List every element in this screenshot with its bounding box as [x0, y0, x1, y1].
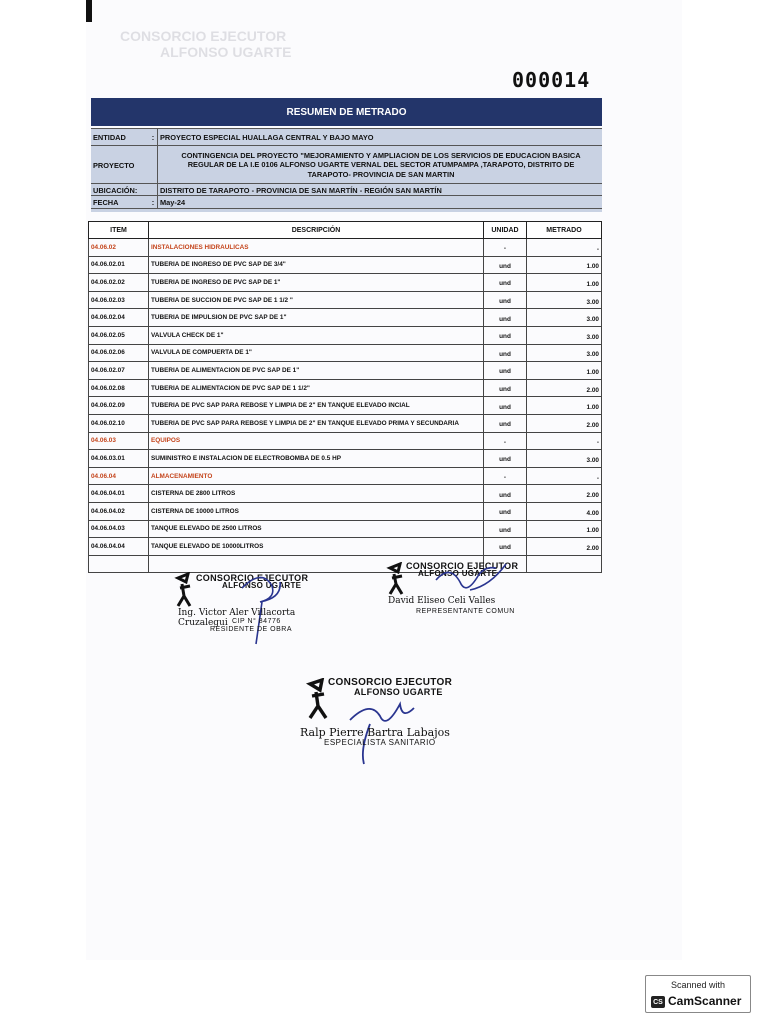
- table-row: [89, 326, 602, 344]
- fecha-label: FECHA: [93, 197, 119, 207]
- row-description: CISTERNA DE 10000 LITROS: [149, 502, 484, 520]
- left-signer-name: Ing. Victor Aler Villacorta Cruzalegui: [178, 608, 296, 628]
- entidad-value: PROYECTO ESPECIAL HUALLAGA CENTRAL Y BAJO MAYO: [157, 129, 602, 146]
- ghost-line-1: CONSORCIO EJECUTOR: [120, 28, 287, 44]
- signature-block-left: [172, 568, 342, 648]
- row-description: VALVULA CHECK DE 1": [149, 326, 484, 344]
- table-row: [89, 344, 602, 362]
- row-unit: und: [484, 485, 527, 503]
- stamp-figure-icon: [172, 572, 198, 612]
- row-quantity: 4.00: [527, 502, 602, 520]
- row-item: 04.06.02.04: [89, 309, 149, 327]
- left-signer-role: RESIDENTE DE OBRA: [210, 626, 293, 633]
- left-signature-scribble-icon: [232, 568, 292, 646]
- row-unit: und: [484, 274, 527, 292]
- document-title: RESUMEN DE METRADO: [91, 98, 602, 126]
- row-quantity: 1.00: [527, 362, 602, 380]
- header-metrado: METRADO: [527, 222, 602, 239]
- table-row: [89, 397, 602, 415]
- row-item: 04.06.02: [89, 239, 149, 257]
- row-quantity: 3.00: [527, 291, 602, 309]
- proyecto-line-1: CONTINGENCIA DEL PROYECTO "MEJORAMIENTO Y AMPLIACION DE LOS SERVICIOS DE EDUCACION BASICA: [181, 151, 581, 161]
- table-row: [89, 538, 602, 556]
- row-item: 04.06.04.03: [89, 520, 149, 538]
- row-unit: -: [484, 432, 527, 450]
- camscanner-brand: CamScanner: [668, 994, 742, 1008]
- row-quantity: -: [527, 467, 602, 485]
- row-quantity: 2.00: [527, 485, 602, 503]
- signature-block-right: [384, 560, 554, 630]
- camscanner-logo-icon: CS: [651, 996, 665, 1008]
- row-unit: und: [484, 538, 527, 556]
- center-org-line1: CONSORCIO EJECUTOR: [328, 677, 453, 688]
- row-quantity: -: [527, 239, 602, 257]
- row-description: ALMACENAMIENTO: [149, 467, 484, 485]
- table-row: [89, 309, 602, 327]
- proyecto-label: PROYECTO: [93, 160, 135, 170]
- row-description: TUBERIA DE PVC SAP PARA REBOSE Y LIMPIA DE 2" EN TANQUE ELEVADO PRIMA Y SECUNDARIA: [149, 414, 484, 432]
- row-quantity: 1.00: [527, 520, 602, 538]
- row-unit: und: [484, 309, 527, 327]
- ubicacion-label: UBICACIÓN:: [93, 185, 138, 195]
- right-signature-scribble-icon: [430, 560, 510, 600]
- entidad-label: ENTIDAD: [93, 133, 126, 142]
- info-row-fecha: [91, 195, 602, 209]
- row-item: 04.06.04.04: [89, 538, 149, 556]
- row-unit: und: [484, 520, 527, 538]
- row-item: 04.06.03.01: [89, 450, 149, 468]
- sheet-corner-shadow: [86, 0, 92, 22]
- ghost-line-2: ALFONSO UGARTE: [160, 44, 292, 60]
- row-description: SUMINISTRO E INSTALACION DE ELECTROBOMBA DE 0.5 HP: [149, 450, 484, 468]
- table-row: [89, 502, 602, 520]
- row-item: 04.06.04: [89, 467, 149, 485]
- row-quantity: 1.00: [527, 397, 602, 415]
- row-unit: und: [484, 502, 527, 520]
- row-description: TUBERIA DE ALIMENTACION DE PVC SAP DE 1 1/2": [149, 379, 484, 397]
- row-quantity: 3.00: [527, 344, 602, 362]
- row-item: 04.06.02.09: [89, 397, 149, 415]
- table-row: [89, 520, 602, 538]
- ubicacion-value: DISTRITO DE TARAPOTO - PROVINCIA DE SAN MARTÍN - REGIÓN SAN MARTÍN: [157, 184, 602, 196]
- row-description: CISTERNA DE 2800 LITROS: [149, 485, 484, 503]
- table-section-row: [89, 239, 602, 257]
- row-quantity: -: [527, 432, 602, 450]
- entidad-sep: :: [151, 133, 155, 142]
- row-description: TUBERIA DE INGRESO DE PVC SAP DE 3/4": [149, 256, 484, 274]
- right-org-line2: ALFONSO UGARTE: [418, 569, 498, 578]
- row-item: 04.06.02.03: [89, 291, 149, 309]
- row-quantity: 2.00: [527, 379, 602, 397]
- table-row: [89, 362, 602, 380]
- table-header-row: [89, 222, 602, 239]
- row-unit: und: [484, 362, 527, 380]
- row-quantity: 3.00: [527, 450, 602, 468]
- table-section-row: [89, 467, 602, 485]
- center-signer-role: ESPECIALISTA SANITARIO: [324, 738, 436, 747]
- row-unit: und: [484, 414, 527, 432]
- row-description: EQUIPOS: [149, 432, 484, 450]
- row-unit: und: [484, 291, 527, 309]
- row-description: INSTALACIONES HIDRAULICAS: [149, 239, 484, 257]
- right-org-line1: CONSORCIO EJECUTOR: [406, 561, 519, 571]
- signature-block-center: [300, 676, 480, 766]
- row-unit: -: [484, 467, 527, 485]
- left-org-line2: ALFONSO UGARTE: [222, 581, 302, 590]
- row-quantity: 1.00: [527, 256, 602, 274]
- camscanner-watermark: [645, 975, 751, 1013]
- row-item: 04.06.04.01: [89, 485, 149, 503]
- row-unit: und: [484, 379, 527, 397]
- row-item: 04.06.02.05: [89, 326, 149, 344]
- row-quantity: 2.00: [527, 414, 602, 432]
- row-item: 04.06.02.06: [89, 344, 149, 362]
- fecha-sep: :: [151, 197, 155, 207]
- right-signer-role: REPRESENTANTE COMUN: [416, 608, 515, 615]
- table-row: [89, 274, 602, 292]
- row-unit: und: [484, 450, 527, 468]
- table-body: [89, 239, 602, 573]
- row-description: TUBERIA DE INGRESO DE PVC SAP DE 1": [149, 274, 484, 292]
- left-org-line1: CONSORCIO EJECUTOR: [196, 573, 309, 583]
- table-row: [89, 379, 602, 397]
- proyecto-line-2: REGULAR DE LA I.E 0106 ALFONSO UGARTE VERNAL DEL SECTOR ATUMPAMPA ,TARAPOTO, DISTRITO DE: [187, 160, 575, 170]
- row-description: TANQUE ELEVADO DE 10000LITROS: [149, 538, 484, 556]
- row-description: TUBERIA DE PVC SAP PARA REBOSE Y LIMPIA DE 2" EN TANQUE ELEVADO INCIAL: [149, 397, 484, 415]
- center-org-line2: ALFONSO UGARTE: [354, 687, 443, 697]
- table-row: [89, 450, 602, 468]
- row-unit: -: [484, 239, 527, 257]
- header-unidad: UNIDAD: [484, 222, 527, 239]
- metrado-table: [88, 221, 602, 573]
- row-description: VALVULA DE COMPUERTA DE 1": [149, 344, 484, 362]
- table-row: [89, 291, 602, 309]
- row-item: 04.06.02.10: [89, 414, 149, 432]
- table-section-row: [89, 432, 602, 450]
- row-description: TUBERIA DE ALIMENTACION DE PVC SAP DE 1": [149, 362, 484, 380]
- row-quantity: 3.00: [527, 309, 602, 327]
- info-row-entidad: [91, 128, 602, 146]
- info-row-proyecto: [91, 145, 602, 184]
- proyecto-line-3: TARAPOTO- PROVINCIA DE SAN MARTIN: [307, 169, 455, 179]
- row-unit: und: [484, 326, 527, 344]
- left-signer-cip: CIP N° 84776: [232, 618, 281, 625]
- row-unit: und: [484, 397, 527, 415]
- row-quantity: 3.00: [527, 326, 602, 344]
- table-row: [89, 485, 602, 503]
- document-number: 000014: [512, 68, 591, 92]
- table-row: [89, 414, 602, 432]
- row-item: 04.06.02.01: [89, 256, 149, 274]
- proyecto-value: [157, 146, 602, 184]
- camscanner-line1: Scanned with: [670, 980, 726, 990]
- row-description: TANQUE ELEVADO DE 2500 LITROS: [149, 520, 484, 538]
- stamp-figure-icon: [384, 562, 408, 598]
- row-item: 04.06.02.07: [89, 362, 149, 380]
- project-info-block: [91, 128, 602, 212]
- row-description: TUBERIA DE IMPULSION DE PVC SAP DE 1": [149, 309, 484, 327]
- table-row: [89, 256, 602, 274]
- row-item: 04.06.02.08: [89, 379, 149, 397]
- row-item: 04.06.04.02: [89, 502, 149, 520]
- center-signer-name: Ralp Pierre Bartra Labajos: [300, 726, 450, 739]
- row-quantity: 1.00: [527, 274, 602, 292]
- faded-letterhead: [120, 28, 380, 78]
- row-item: 04.06.02.02: [89, 274, 149, 292]
- right-signer-name: David Eliseo Celi Valles: [388, 596, 496, 606]
- header-item: ITEM: [89, 222, 149, 239]
- row-unit: und: [484, 344, 527, 362]
- fecha-value: May-24: [157, 196, 602, 208]
- header-descripcion: DESCRIPCIÓN: [149, 222, 484, 239]
- row-item: 04.06.03: [89, 432, 149, 450]
- row-description: TUBERIA DE SUCCION DE PVC SAP DE 1 1/2 ": [149, 291, 484, 309]
- row-unit: und: [484, 256, 527, 274]
- row-item: [89, 555, 149, 573]
- row-quantity: 2.00: [527, 538, 602, 556]
